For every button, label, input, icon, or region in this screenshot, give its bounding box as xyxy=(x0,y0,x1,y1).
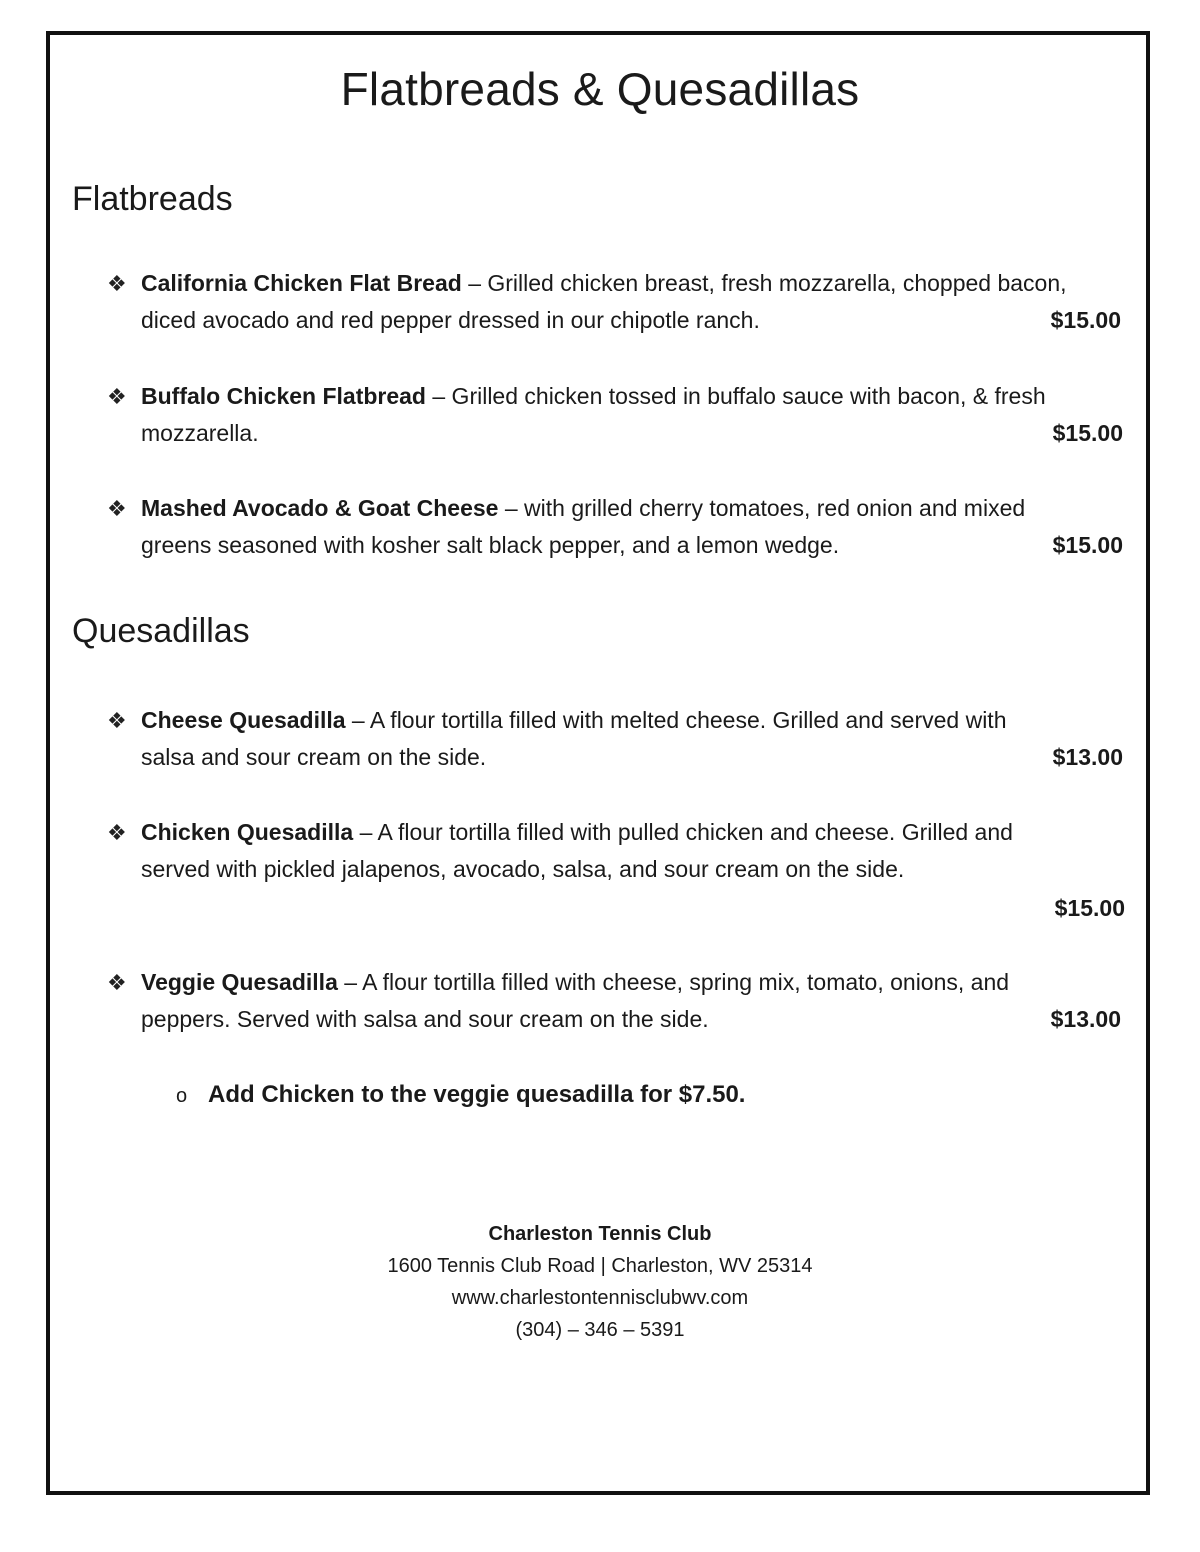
diamond-bullet-icon: ❖ xyxy=(107,271,127,296)
diamond-bullet-icon: ❖ xyxy=(107,970,127,995)
item-name: Chicken Quesadilla xyxy=(141,819,354,845)
section-heading-flatbreads: Flatbreads xyxy=(72,180,233,218)
section-heading-quesadillas: Quesadillas xyxy=(72,612,250,650)
menu-item xyxy=(107,490,1123,564)
item-description: salsa and sour cream on the side. xyxy=(141,744,487,770)
item-price: $13.00 xyxy=(1052,744,1123,770)
add-on-note xyxy=(176,1076,745,1115)
item-description: – Grilled chicken breast, fresh mozzarella, chopped bacon, xyxy=(461,270,1067,296)
footer xyxy=(0,1218,1200,1346)
item-description: peppers. Served with salsa and sour cream on the side. xyxy=(141,1006,709,1032)
menu-item xyxy=(107,265,1121,339)
item-description: – with grilled cherry tomatoes, red onion and mixed xyxy=(498,495,1026,521)
item-name: Mashed Avocado & Goat Cheese xyxy=(141,495,499,521)
diamond-bullet-icon: ❖ xyxy=(107,496,127,521)
menu-item xyxy=(107,702,1123,776)
item-price: $13.00 xyxy=(1050,1006,1121,1032)
club-phone: (304) – 346 – 5391 xyxy=(515,1319,685,1341)
item-price: $15.00 xyxy=(1052,420,1123,446)
item-description: served with pickled jalapenos, avocado, salsa, and sour cream on the side. xyxy=(141,856,905,882)
item-description: – Grilled chicken tossed in buffalo sauce with bacon, & fresh xyxy=(425,383,1046,409)
menu-item xyxy=(107,814,1125,927)
page-title: Flatbreads & Quesadillas xyxy=(340,63,860,115)
item-description: greens seasoned with kosher salt black pepper, and a lemon wedge. xyxy=(141,532,840,558)
item-description: – A flour tortilla filled with pulled chicken and cheese. Grilled and xyxy=(353,819,1013,845)
item-name: Cheese Quesadilla xyxy=(141,707,346,733)
item-name: California Chicken Flat Bread xyxy=(141,270,462,296)
item-price: $15.00 xyxy=(1054,895,1125,921)
club-website: www.charlestontennisclubwv.com xyxy=(451,1287,749,1309)
item-name: Veggie Quesadilla xyxy=(141,969,338,995)
circle-bullet-icon: o xyxy=(176,1085,188,1107)
menu-item xyxy=(107,378,1123,452)
diamond-bullet-icon: ❖ xyxy=(107,820,127,845)
club-name: Charleston Tennis Club xyxy=(488,1223,712,1245)
item-description: diced avocado and red pepper dressed in our chipotle ranch. xyxy=(141,307,760,333)
item-description: mozzarella. xyxy=(141,420,259,446)
add-on-text: Add Chicken to the veggie quesadilla for $7.50. xyxy=(208,1081,746,1108)
item-description: – A flour tortilla filled with melted cheese. Grilled and served with xyxy=(345,707,1007,733)
diamond-bullet-icon: ❖ xyxy=(107,708,127,733)
club-address: 1600 Tennis Club Road | Charleston, WV 25314 xyxy=(387,1255,813,1277)
menu-item xyxy=(107,964,1121,1038)
item-price: $15.00 xyxy=(1050,307,1121,333)
item-price: $15.00 xyxy=(1052,532,1123,558)
item-name: Buffalo Chicken Flatbread xyxy=(141,383,426,409)
diamond-bullet-icon: ❖ xyxy=(107,384,127,409)
item-description: – A flour tortilla filled with cheese, spring mix, tomato, onions, and xyxy=(337,969,1010,995)
